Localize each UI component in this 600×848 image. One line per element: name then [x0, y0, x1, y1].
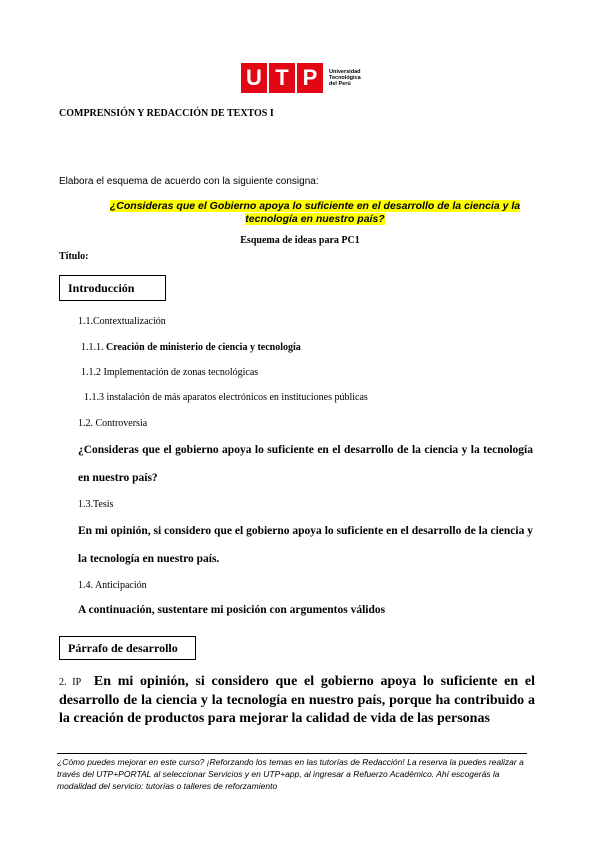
item-1-1-2: 1.1.2 Implementación de zonas tecnológicas: [81, 367, 259, 378]
item-1-1-1-text: Creación de ministerio de ciencia y tecnología: [106, 342, 301, 353]
course-title: COMPRENSIÓN Y REDACCIÓN DE TEXTOS I: [59, 108, 274, 119]
instructions-text: Elabora el esquema de acuerdo con la siguiente consigna:: [59, 176, 319, 187]
anticipacion-text: A continuación, sustentare mi posición con argumentos válidos: [78, 604, 386, 616]
tesis-text: En mi opinión, si considero que el gobierno apoya lo suficiente en el desarrollo de la ciencia y la tecnología en nuestro país.: [78, 525, 533, 565]
footer-note: ¿Cómo puedes mejorar en este curso? ¡Reforzando los temas en las tutorías de Redacción! La reserva la puedes realizar a través del UTP+PORTAL al seleccionar Servicios y en UTP+app, al ingresar a Refuerzo Académico. Ahí escogerás la modalidad del servicio: tutorías o talleres de reforzamiento: [57, 757, 524, 791]
logo-subtitle: Universidad Tecnológica del Perú: [329, 69, 361, 87]
controversia-label: 1.2. Controversia: [78, 418, 148, 429]
titulo-label: Título:: [59, 251, 89, 262]
desarrollo-paragraph: [59, 673, 535, 728]
tesis-label: 1.3.Tesis: [78, 499, 114, 510]
schema-heading: Esquema de ideas para PC1: [240, 235, 360, 246]
contextualizacion-label: 1.1.Contextualización: [78, 316, 166, 327]
desarrollo-number: 2. IP: [59, 677, 82, 688]
item-1-1-1-number: 1.1.1.: [81, 342, 104, 353]
item-1-1-3: 1.1.3 instalación de más aparatos electrónicos en instituciones públicas: [84, 392, 368, 403]
introduccion-box: Introducción: [59, 275, 166, 301]
highlighted-question: ¿Consideras que el Gobierno apoya lo suficiente en el desarrollo de la ciencia y la tecnología en nuestro país?: [109, 200, 521, 225]
footer-divider: [57, 753, 527, 754]
controversia-text: ¿Consideras que el gobierno apoya lo suficiente en el desarrollo de la ciencia y la tecnología en nuestro país?: [78, 444, 533, 484]
logo-letter-u: U: [241, 63, 267, 93]
logo-letter-p: P: [297, 63, 323, 93]
desarrollo-box: Párrafo de desarrollo: [59, 636, 196, 660]
assignment-question: [95, 200, 535, 226]
anticipacion-label: 1.4. Anticipación: [78, 580, 147, 591]
utp-logo: [241, 63, 361, 93]
desarrollo-text: En mi opinión, si considero que el gobierno apoya lo suficiente en el desarrollo de la ciencia y la tecnología en nuestro país, porque ha contribuido a la creación de productos para mejorar la calidad de vida de las personas: [59, 674, 536, 726]
item-1-1-1: [81, 342, 301, 353]
logo-letter-t: T: [269, 63, 295, 93]
